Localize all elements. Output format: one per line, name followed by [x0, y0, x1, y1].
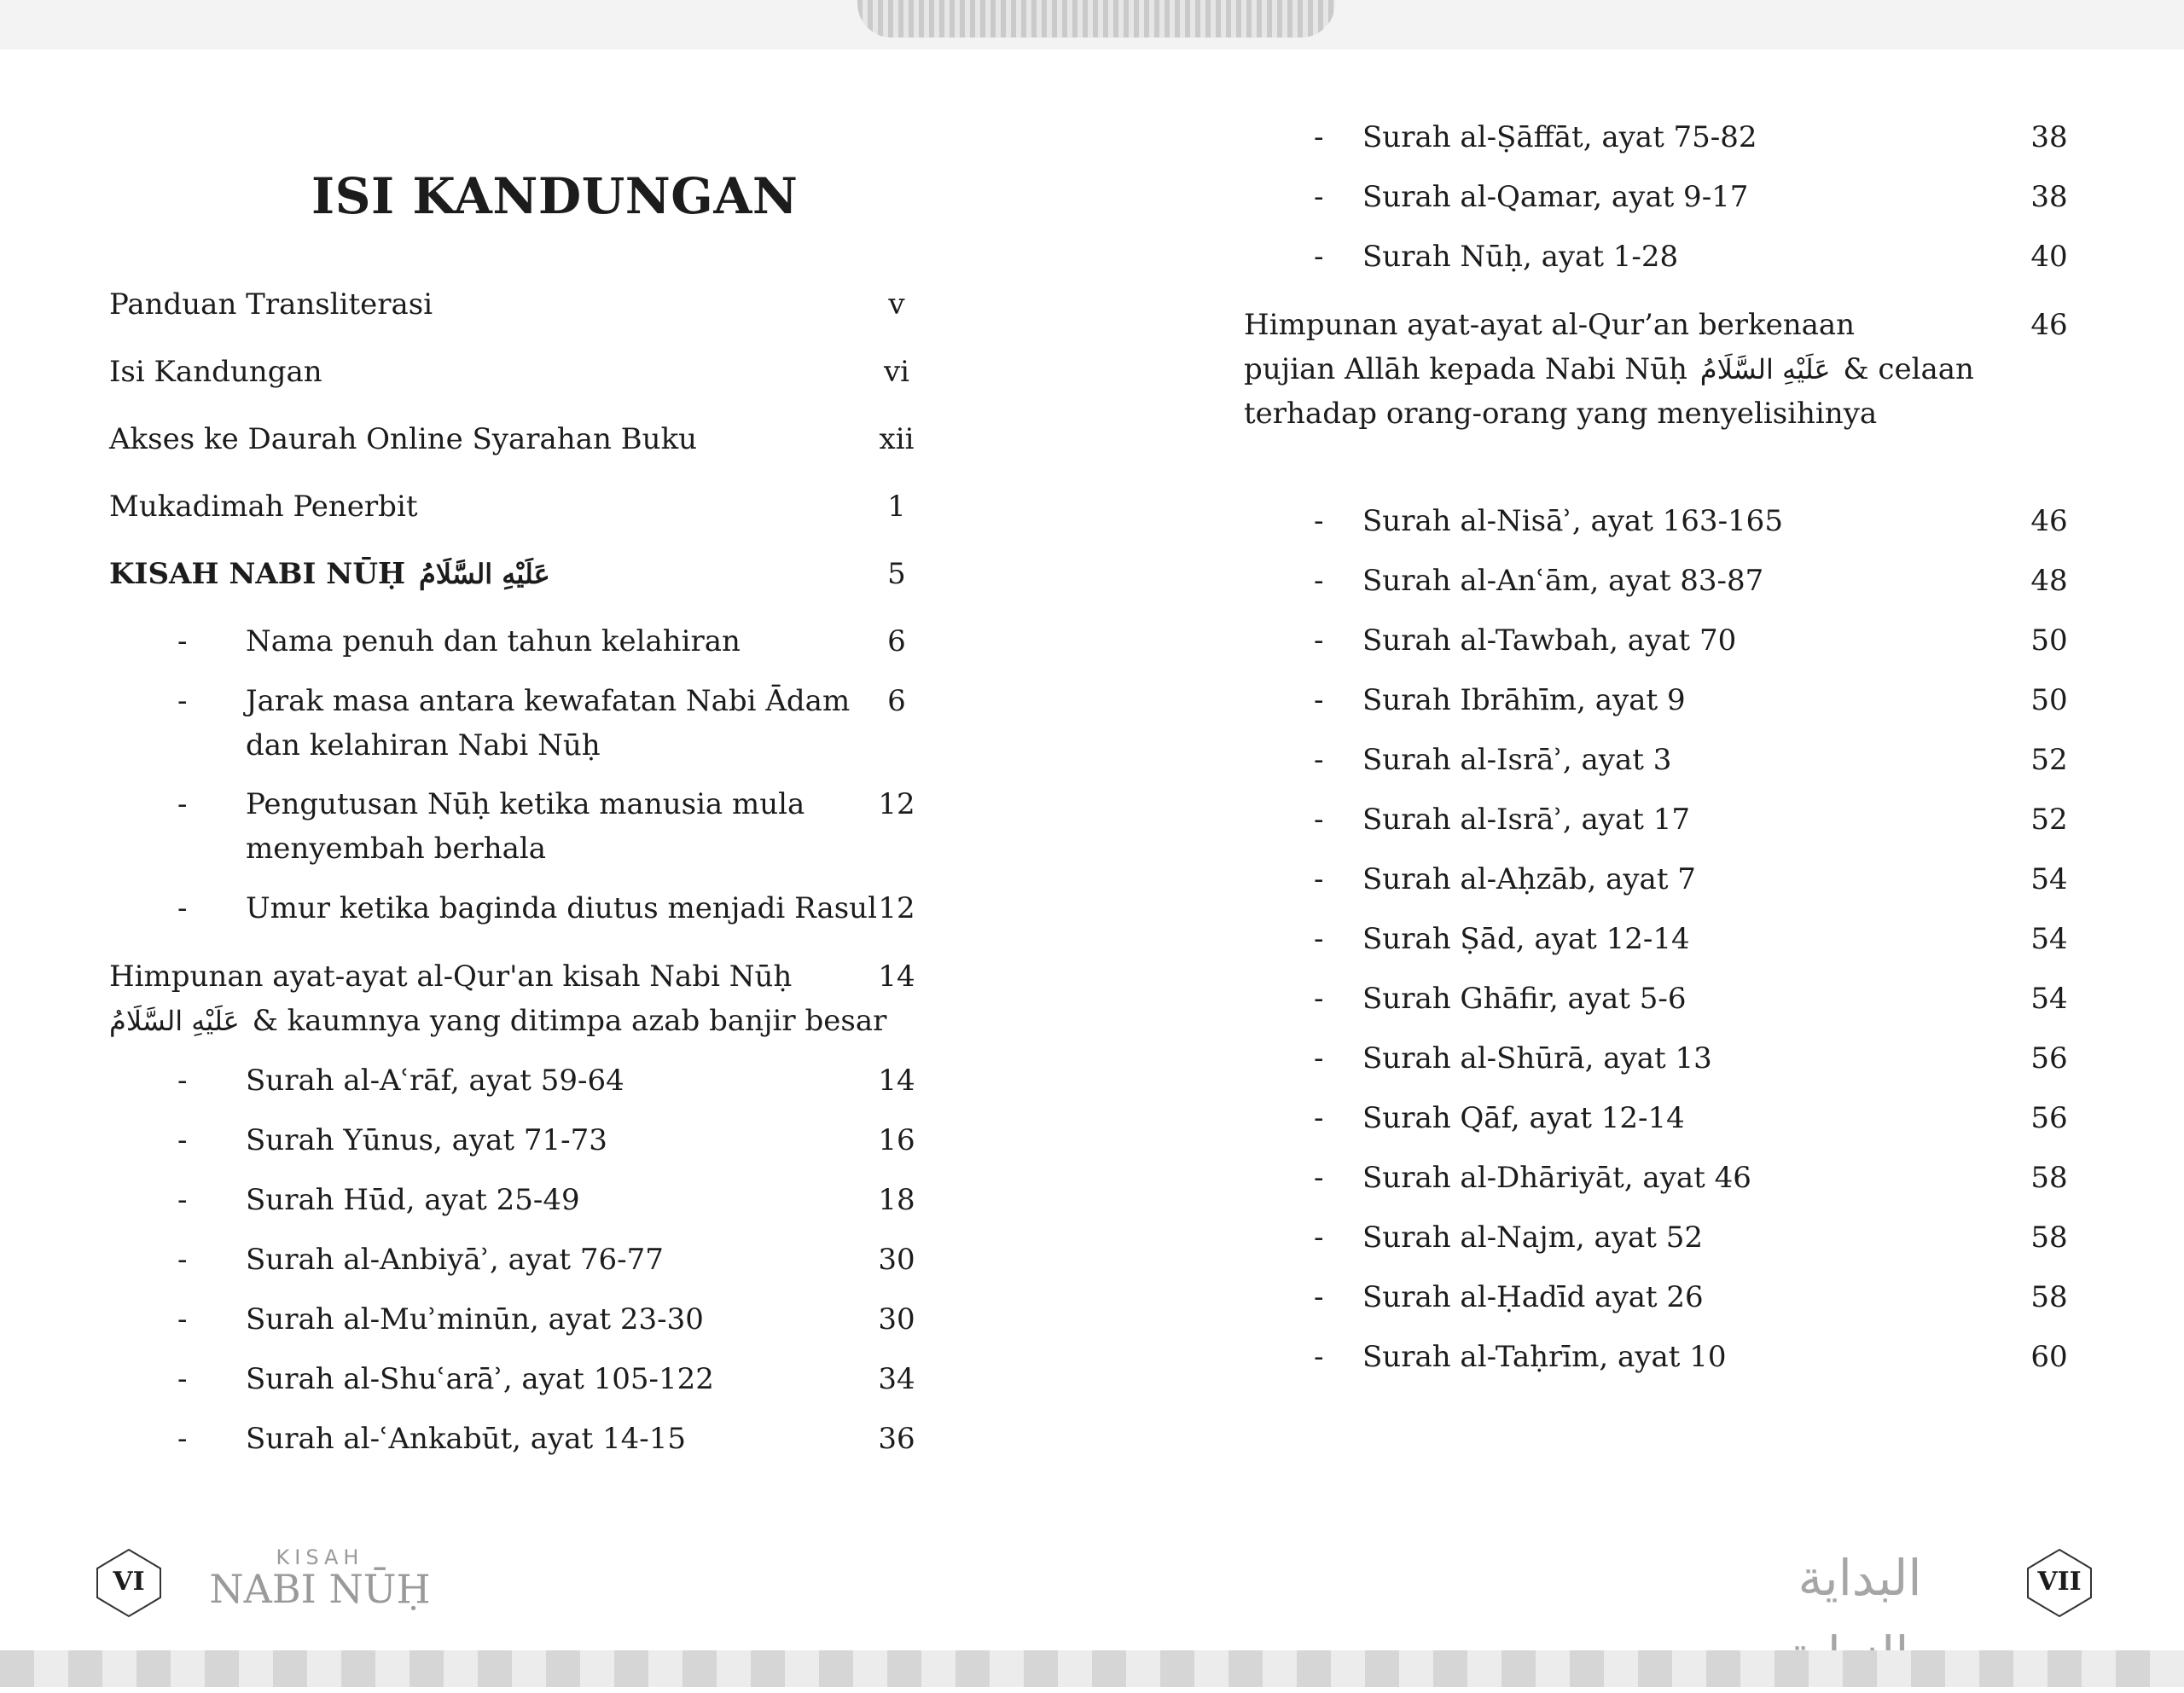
toc-entry-page: 16: [878, 1123, 915, 1157]
toc-entry-label: Surah al-Isrāʾ, ayat 17: [1362, 803, 1690, 837]
page-title: ISI KANDUNGAN: [311, 167, 799, 225]
list-dash: -: [1314, 623, 1324, 658]
list-dash: -: [1314, 120, 1324, 154]
list-dash: -: [177, 891, 188, 925]
toc-entry-page: 60: [2030, 1340, 2068, 1374]
toc-entry-page: 36: [878, 1422, 915, 1456]
toc-entry-label: Himpunan ayat-ayat al-Qur'an kisah Nabi Nūḥ: [109, 960, 793, 994]
toc-entry-page: vi: [883, 355, 910, 389]
list-dash: -: [177, 787, 188, 821]
toc-entry-page: 50: [2030, 623, 2068, 658]
toc-entry-label: KISAH NABI NŪḤ: [109, 557, 406, 591]
toc-entry-label: Surah al-Taḥrīm, ayat 10: [1362, 1340, 1727, 1374]
toc-entry-page: 6: [887, 624, 906, 658]
toc-entry-label: Surah al-ʿAnkabūt, ayat 14-15: [246, 1422, 686, 1456]
toc-entry-page: 58: [2030, 1220, 2068, 1255]
toc-entry-label: Surah Ghāfir, ayat 5-6: [1362, 982, 1687, 1016]
toc-subentry: [1314, 115, 2167, 159]
toc-entry-label: Surah Yūnus, ayat 71-73: [246, 1123, 607, 1157]
toc-entry-label: Surah al-Shūrā, ayat 13: [1362, 1041, 1712, 1076]
toc-entry-page: 58: [2030, 1280, 2068, 1314]
book-series-title: [205, 1545, 435, 1612]
toc-entry-label-cont-wrap: [109, 999, 886, 1043]
toc-entry-label: Mukadimah Penerbit: [109, 490, 418, 524]
list-dash: -: [1314, 803, 1324, 837]
toc-entry-label: Surah al-Anʿām, ayat 83-87: [1362, 564, 1764, 598]
toc-entry-page: 56: [2030, 1041, 2068, 1076]
toc-entry: [109, 484, 962, 529]
toc-subentry: [177, 1238, 962, 1282]
toc-entry-page: v: [888, 287, 905, 322]
toc-entry-label: Surah al-Tawbah, ayat 70: [1362, 623, 1737, 658]
toc-entry: [1244, 303, 2167, 436]
toc-entry-label: Surah al-Aʿrāf, ayat 59-64: [246, 1064, 624, 1098]
toc-entry-page: 40: [2030, 240, 2068, 274]
toc-subentry: [1314, 175, 2167, 219]
toc-subentry: [177, 1118, 962, 1162]
toc-section-heading: [109, 552, 962, 596]
toc-entry-page: 56: [2030, 1101, 2068, 1135]
toc-entry-page: 46: [2030, 504, 2068, 538]
toc-subentry: [1314, 1335, 2167, 1379]
left-page: [0, 49, 1092, 1650]
toc-entry: [109, 954, 962, 1043]
book-name: NABI NŪḤ: [209, 1566, 431, 1612]
toc-subentry: [177, 886, 962, 931]
toc-entry-label: Surah al-Shuʿarāʾ, ayat 105-122: [246, 1362, 714, 1396]
toc-entry: [109, 417, 962, 461]
toc-subentry: [1314, 738, 2167, 782]
toc-entry-label: Surah al-Ḥadīd ayat 26: [1362, 1280, 1704, 1314]
toc-entry-label: Surah al-Qamar, ayat 9-17: [1362, 180, 1749, 214]
toc-entry-page: 54: [2030, 862, 2068, 896]
list-dash: -: [1314, 1220, 1324, 1255]
toc-entry-label: Surah al-Anbiyāʾ, ayat 76-77: [246, 1243, 664, 1277]
toc-entry-label: Surah Ṣād, ayat 12-14: [1362, 922, 1690, 956]
list-dash: -: [1314, 922, 1324, 956]
list-dash: -: [177, 1123, 188, 1157]
list-dash: -: [1314, 1161, 1324, 1195]
toc-entry-label: Surah al-Isrāʾ, ayat 3: [1362, 743, 1672, 777]
toc-entry-label: Himpunan ayat-ayat al-Qur’an berkenaan: [1244, 308, 1856, 342]
toc-entry-label: Surah al-Ṣāffāt, ayat 75-82: [1362, 120, 1757, 154]
toc-subentry: [1314, 499, 2167, 543]
toc-entry-label: Surah al-Nisāʾ, ayat 163-165: [1362, 504, 1783, 538]
list-dash: -: [177, 1422, 188, 1456]
toc-subentry: [1314, 1096, 2167, 1140]
toc-entry-label: Surah al-Najm, ayat 52: [1362, 1220, 1703, 1255]
list-dash: -: [177, 1362, 188, 1396]
toc-entry-page: 12: [878, 891, 915, 925]
toc-entry-page: 30: [878, 1302, 915, 1336]
toc-entry-label: Surah al-Muʾminūn, ayat 23-30: [246, 1302, 704, 1336]
toc-entry-page: 52: [2030, 803, 2068, 837]
toc-subentry: [177, 619, 962, 664]
toc-entry-page: xii: [879, 422, 915, 456]
arabic-honorific: عَلَيْهِ السَّلَامُ: [109, 1005, 240, 1037]
toc-entry-label-cont: menyembah berhala: [246, 832, 547, 866]
toc-subentry: [1314, 1275, 2167, 1319]
toc-entry-label: Surah Ibrāhīm, ayat 9: [1362, 683, 1686, 717]
toc-entry-label: Surah al-Dhāriyāt, ayat 46: [1362, 1161, 1751, 1195]
toc-subentry: [177, 1417, 962, 1461]
toc-subentry: [1314, 1156, 2167, 1200]
toc-entry-label: Jarak masa antara kewafatan Nabi Ādam: [246, 684, 851, 718]
toc-entry-page: 1: [887, 490, 906, 524]
toc-entry-label: Umur ketika baginda diutus menjadi Rasul: [246, 891, 877, 925]
toc-entry-label-cont: dan kelahiran Nabi Nūḥ: [246, 728, 601, 762]
list-dash: -: [177, 1243, 188, 1277]
toc-entry-label-cont: pujian Allāh kepada Nabi Nūḥ: [1244, 352, 1687, 386]
toc-subentry: [177, 782, 962, 871]
arabic-honorific: عَلَيْهِ السَّلَامُ: [418, 558, 550, 590]
toc-entry-page: 30: [878, 1243, 915, 1277]
toc-entry-page: 5: [887, 557, 906, 591]
toc-entry-label: Surah Nūḥ, ayat 1-28: [1362, 240, 1679, 274]
toc-subentry: [177, 1357, 962, 1401]
toc-entry-label-cont: terhadap orang-orang yang menyelisihinya: [1244, 397, 1878, 431]
list-dash: -: [1314, 743, 1324, 777]
toc-entry-label-cont: & celaan: [1843, 352, 1974, 386]
toc-subentry: [177, 1297, 962, 1342]
toc-entry-label-cont-wrap: [1244, 347, 1974, 391]
toc-entry-label: Panduan Transliterasi: [109, 287, 433, 322]
toc-entry-page: 38: [2030, 120, 2068, 154]
toc-entry-page: 50: [2030, 683, 2068, 717]
list-dash: -: [177, 624, 188, 658]
list-dash: -: [1314, 1340, 1324, 1374]
toc-entry-page: 52: [2030, 743, 2068, 777]
arabic-honorific: عَلَيْهِ السَّلَامُ: [1699, 353, 1831, 386]
list-dash: -: [1314, 180, 1324, 214]
bottom-decorative-border: [0, 1650, 2184, 1687]
list-dash: -: [177, 684, 188, 718]
toc-entry-label-cont: & kaumnya yang ditimpa azab banjir besar: [252, 1004, 887, 1038]
toc-entry-page: 46: [2030, 308, 2068, 342]
toc-entry-page: 6: [887, 684, 906, 718]
toc-entry-page: 14: [878, 960, 915, 994]
toc-entry: [109, 350, 962, 394]
toc-subentry: [1314, 917, 2167, 961]
toc-entry-label: Nama penuh dan tahun kelahiran: [246, 624, 741, 658]
toc-subentry: [1314, 618, 2167, 663]
toc-entry-page: 14: [878, 1064, 915, 1098]
toc-entry-page: 54: [2030, 922, 2068, 956]
toc-subentry: [1314, 1215, 2167, 1260]
page-number-badge-left: [94, 1548, 164, 1618]
list-dash: -: [177, 1183, 188, 1217]
toc-entry-label: Akses ke Daurah Online Syarahan Buku: [109, 422, 698, 456]
toc-subentry: [1314, 1036, 2167, 1081]
toc-subentry: [1314, 678, 2167, 722]
list-dash: -: [1314, 982, 1324, 1016]
list-dash: -: [1314, 1280, 1324, 1314]
toc-entry-page: 58: [2030, 1161, 2068, 1195]
list-dash: -: [1314, 1041, 1324, 1076]
series-label: KISAH: [276, 1545, 364, 1569]
toc-subentry: [1314, 977, 2167, 1021]
page-number: VI: [113, 1567, 145, 1597]
list-dash: -: [1314, 504, 1324, 538]
toc-entry-label: Surah Qāf, ayat 12-14: [1362, 1101, 1685, 1135]
toc-entry-label: Surah al-Aḥzāb, ayat 7: [1362, 862, 1696, 896]
toc-subentry: [177, 1178, 962, 1222]
toc-subentry: [1314, 857, 2167, 902]
list-dash: -: [177, 1064, 188, 1098]
page-number-badge-right: [2024, 1548, 2094, 1618]
toc-entry-page: 18: [878, 1183, 915, 1217]
list-dash: -: [1314, 1101, 1324, 1135]
toc-entry-page: 38: [2030, 180, 2068, 214]
toc-entry-page: 34: [878, 1362, 915, 1396]
list-dash: -: [1314, 240, 1324, 274]
list-dash: -: [177, 1302, 188, 1336]
toc-subentry: [1314, 235, 2167, 279]
toc-entry-label: Isi Kandungan: [109, 355, 322, 389]
toc-entry-page: 48: [2030, 564, 2068, 598]
toc-entry-page: 54: [2030, 982, 2068, 1016]
page-number: VII: [2037, 1567, 2082, 1597]
list-dash: -: [1314, 862, 1324, 896]
arabic-calligraphy-logo: البداية: [1798, 1549, 1922, 1607]
toc-subentry: [1314, 559, 2167, 603]
toc-entry-page: 12: [878, 787, 915, 821]
list-dash: -: [1314, 564, 1324, 598]
toc-entry-label: Pengutusan Nūḥ ketika manusia mula: [246, 787, 805, 821]
toc-entry-label: Surah Hūd, ayat 25-49: [246, 1183, 580, 1217]
toc-subentry: [177, 1058, 962, 1103]
toc-section-label-wrap: [109, 552, 554, 596]
toc-subentry: [177, 679, 962, 768]
list-dash: -: [1314, 683, 1324, 717]
toc-entry: [109, 282, 962, 327]
top-ornament: [857, 0, 1335, 38]
toc-subentry: [1314, 797, 2167, 842]
right-page: [1092, 49, 2184, 1650]
